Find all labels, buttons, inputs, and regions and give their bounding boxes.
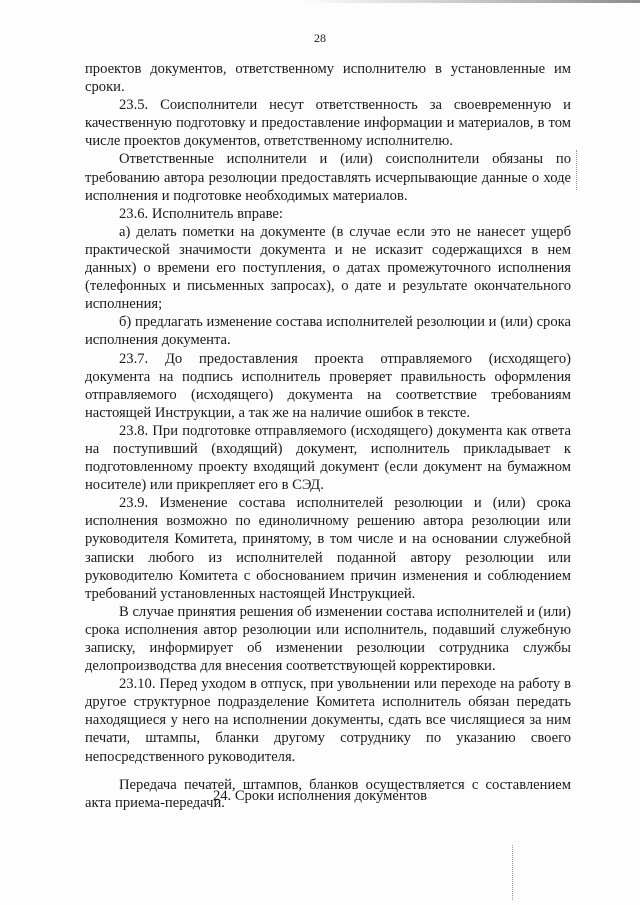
paragraph-23-6-a: а) делать пометки на документе (в случае если это не нанесет ущерб практической значимости документа и не исказит содержащихся в нем данных) о времени его поступления, о датах промежуточного исполнения (телефонных и письменных запросах), о дате и результате окончательного исполнения; [85,223,571,313]
paragraph-continuation: проектов документов, ответственному исполнителю в установленные им сроки. [85,61,571,96]
paragraph-23-6-b: б) предлагать изменение состава исполнителей резолюции и (или) срока исполнения документа. [85,314,571,349]
paragraph-23-9: 23.9. Изменение состава исполнителей резолюции и (или) срока исполнения возможно по единоличному решению автора резолюции или руководителя Комитета, принятому, в том числе и на основании служебной записки любого из исполнителей поданной автору резолюции или руководителю Комитета с обоснованием причин изменения и соблюдением требований установленных настоящей Инструкцией. [85,495,571,602]
paragraph-transfer-act: Передача печатей, штампов, бланков осуществляется с составлением акта приема-передачи. [85,776,571,811]
paragraph-change-decision: В случае принятия решения об изменении состава исполнителей и (или) срока исполнения автор резолюции или исполнитель, подавший служебную записку, информирует об изменении резолюции сотрудника службы делопроизводства для внесения соответствующей корректировки. [85,603,571,675]
paragraph-responsible-executors: Ответственные исполнители и (или) соисполнители обязаны по требованию автора резолюции предоставлять исчерпывающие данные о ходе исполнения и подготовке необходимых материалов. [85,151,571,204]
paragraph-23-5: 23.5. Соисполнители несут ответственность за своевременную и качественную подготовку и предоставление информации и материалов, в том числе проектов документов, ответственному исполнителю. [85,97,571,150]
paragraph-23-6: 23.6. Исполнитель вправе: [119,205,283,222]
paragraph-23-7: 23.7. До предоставления проекта отправляемого (исходящего) документа на подпись исполнитель проверяет правильность оформления отправляемого (исходящего) документа на соответствие требованиям настоящей Инструкции, а так же на наличие ошибок в тексте. [85,350,571,421]
scan-edge-shadow [300,0,640,3]
page-number: 28 [314,31,326,45]
scan-margin-mark [512,845,514,900]
paragraph-23-8: 23.8. При подготовке отправляемого (исходящего) документа как ответа на поступивший (входящий) документ, исполнитель прикладывает к подготовленному проекту входящий документ (если документ на бумажном носителе) или прикрепляет его в СЭД. [85,422,571,494]
scan-margin-mark [576,150,578,190]
paragraph-23-10: 23.10. Перед уходом в отпуск, при увольнении или переходе на работу в другое структурное подразделение Комитета исполнитель обязан передать находящиеся у него на исполнении документы, сдать все числящиеся за ним печати, штампы, бланки другому сотруднику по указанию своего непосредственного руководителя. [85,676,571,765]
document-body [85,60,571,812]
section-title-24: 24. Сроки исполнения документов [212,788,428,804]
paragraph-gap [85,766,571,776]
